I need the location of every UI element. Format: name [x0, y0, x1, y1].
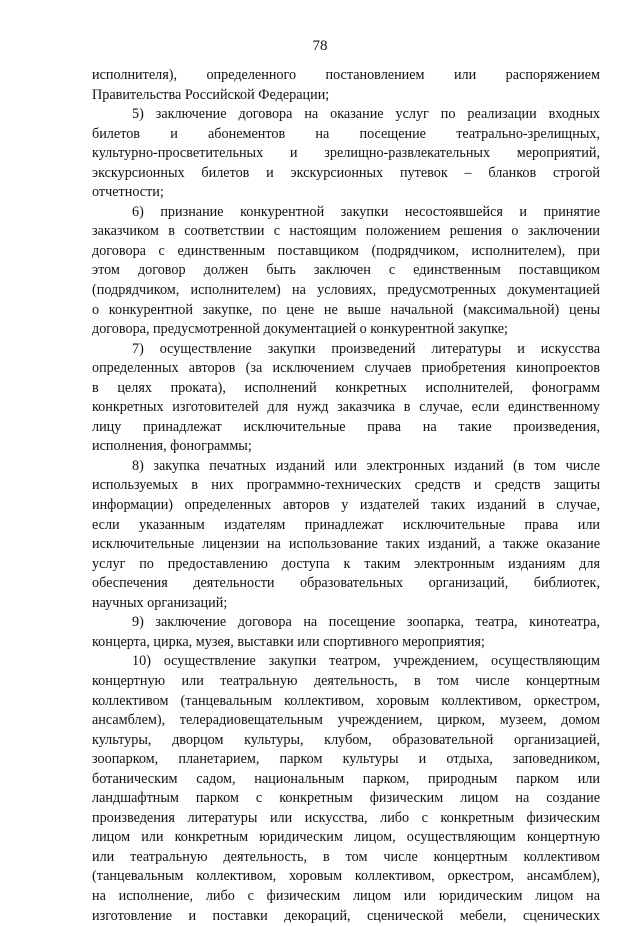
text-line: 7) осуществление закупки произведений литературы и искусства [132, 340, 600, 357]
text-line: коллективом (танцевальным коллективом, хоровым коллективом, оркестром, [92, 692, 600, 709]
text-line: зоопарком, планетарием, парком культуры и отдыха, заповедником, [92, 751, 600, 768]
text-line: 8) закупка печатных изданий или электронных изданий (в том числе [132, 457, 600, 474]
text-line: лицу принадлежат исключительные права на такие произведения, [92, 418, 600, 435]
text-line: конкретных изготовителей для нужд заказчика в случае, если единственному [92, 399, 600, 416]
text-line: билетов и абонементов на посещение театрально-зрелищных, [92, 125, 600, 142]
page-number: 78 [312, 38, 328, 54]
text-line: договора с единственным поставщиком (подрядчиком, исполнителем), при [92, 242, 600, 259]
text-line: 10) осуществление закупки театром, учреждением, осуществляющим [132, 653, 600, 670]
text-line: экскурсионных билетов и экскурсионных путевок – бланков строгой [92, 164, 600, 181]
text-line: на исполнение, либо с физическим лицом или юридическим лицом на [92, 887, 600, 904]
text-line: в целях проката), исполнений конкретных исполнителей, фонограмм [92, 379, 600, 396]
text-line: отчетности; [92, 184, 164, 201]
text-line: информации) определенных авторов у издателей таких изданий в случае, [92, 497, 600, 514]
text-line: услуг по предоставлению доступа к таким электронным изданиям для [92, 555, 600, 572]
text-line: 9) заключение договора на посещение зоопарка, театра, кинотеатра, [132, 614, 600, 631]
text-line: или театральную деятельность, в том числе концертным коллективом [92, 848, 600, 865]
text-line: этом договор должен быть заключен с единственным поставщиком [92, 262, 600, 279]
text-line: (подрядчиком, исполнителем) на условиях, предусмотренных документацией [92, 282, 600, 299]
text-line: концертную или театральную деятельность, в том числе концертным [92, 672, 600, 689]
text-line: исполнителя), определенного постановлением или распоряжением [92, 67, 600, 83]
text-line: научных организаций; [92, 594, 228, 611]
text-line: используемых в них программно-технических средств и средств защиты [92, 477, 600, 494]
text-line: ландшафтным парком с конкретным физическим лицом на создание [92, 790, 600, 807]
text-line: определенных авторов (за исключением случаев приобретения кинопроектов [92, 360, 600, 377]
text-line: ансамблем), телерадиовещательным учреждением, цирком, музеем, домом [92, 712, 600, 729]
text-line: исключительные лицензии на использование таких изданий, а также оказание [92, 536, 600, 553]
text-line: (танцевальным коллективом, хоровым коллективом, оркестром, ансамблем), [92, 868, 600, 885]
text-line: 5) заключение договора на оказание услуг по реализации входных [132, 106, 600, 123]
text-line: ботаническим садом, национальным парком, природным парком или [92, 770, 600, 787]
text-line: заказчиком в соответствии с настоящим положением решения о заключении [92, 223, 600, 240]
text-line: концерта, цирка, музея, выставки или спортивного мероприятия; [92, 633, 485, 650]
text-line: о конкурентной закупке, по цене не выше начальной (максимальной) цены [92, 301, 600, 318]
text-line: обеспечения деятельности образовательных организаций, библиотек, [92, 575, 600, 592]
text-line: лицом или конкретным юридическим лицом, осуществляющим концертную [92, 829, 600, 846]
text-line: Правительства Российской Федерации; [92, 86, 330, 103]
text-line: культуры, дворцом культуры, клубом, образовательной организацией, [92, 731, 600, 748]
text-line: изготовление и поставки декораций, сценической мебели, сценических [92, 907, 600, 924]
text-line: договора, предусмотренной документацией о конкурентной закупке; [92, 321, 508, 338]
text-line: культурно-просветительных и зрелищно-развлекательных мероприятий, [92, 145, 600, 162]
text-line: исполнения, фонограммы; [92, 438, 252, 455]
text-line: 6) признание конкурентной закупки несостоявшейся и принятие [132, 203, 600, 220]
document-body [92, 66, 600, 926]
paragraph-block [92, 66, 600, 926]
text-line: если указанным издателям принадлежат исключительные права или [92, 516, 600, 533]
text-line: произведения литературы или искусства, либо с конкретным физическим [92, 809, 600, 826]
